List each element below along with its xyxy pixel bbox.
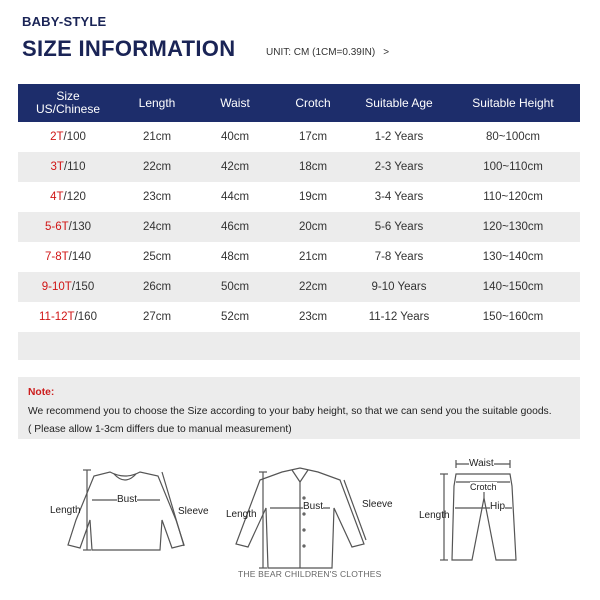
page-title: SIZE INFORMATION bbox=[22, 36, 236, 61]
cell-length: 24cm bbox=[142, 221, 172, 233]
cell-length: 26cm bbox=[142, 281, 172, 293]
cell-length: 27cm bbox=[142, 311, 172, 323]
cell-size bbox=[18, 311, 118, 323]
cell-size bbox=[18, 221, 118, 233]
header-waist: Waist bbox=[220, 95, 250, 110]
cell-crotch: 19cm bbox=[298, 191, 328, 203]
cell-age: 1-2 Years bbox=[374, 131, 424, 143]
table-row bbox=[18, 122, 580, 152]
cell-crotch: 21cm bbox=[298, 251, 328, 263]
table-row bbox=[18, 302, 580, 332]
cell-length: 21cm bbox=[142, 131, 172, 143]
unit-info bbox=[266, 47, 389, 58]
size-us: 2T bbox=[50, 131, 64, 143]
tshirt-illustration bbox=[68, 470, 184, 550]
size-cn: /110 bbox=[63, 161, 86, 173]
tshirt-length-label: Length bbox=[50, 505, 81, 516]
header-crotch: Crotch bbox=[295, 95, 331, 110]
cell-height: 110~120cm bbox=[483, 191, 543, 203]
cell-crotch: 22cm bbox=[298, 281, 328, 293]
tshirt-sleeve-label: Sleeve bbox=[178, 506, 209, 517]
pants-crotch-label: Crotch bbox=[470, 482, 497, 492]
cell-height: 150~160cm bbox=[482, 311, 544, 323]
size-us: 5-6T bbox=[44, 221, 69, 233]
table-row bbox=[18, 152, 580, 182]
table-row-empty bbox=[18, 332, 580, 360]
cell-size bbox=[18, 281, 118, 293]
cell-waist: 40cm bbox=[220, 131, 250, 143]
size-cn: /150 bbox=[71, 281, 95, 293]
unit-text: UNIT: CM (1CM=0.39IN) bbox=[266, 47, 376, 58]
table-row bbox=[18, 272, 580, 302]
note-box bbox=[18, 377, 580, 439]
cell-height: 120~130cm bbox=[482, 221, 544, 233]
shirt-sleeve-label: Sleeve bbox=[362, 499, 393, 510]
cell-crotch: 17cm bbox=[298, 131, 328, 143]
cell-height: 130~140cm bbox=[482, 251, 544, 263]
pants-hip-label: Hip bbox=[490, 501, 506, 512]
table-header bbox=[18, 84, 580, 122]
cell-waist: 42cm bbox=[220, 161, 250, 173]
shirt-length-label: Length bbox=[226, 509, 257, 520]
cell-size bbox=[18, 161, 118, 173]
credit-text: THE BEAR CHILDREN'S CLOTHES bbox=[238, 569, 382, 579]
cell-size bbox=[18, 251, 118, 263]
note-line-1: We recommend you to choose the Size according to your baby height, so that we can send you the suitable goods. bbox=[28, 406, 552, 417]
table-row bbox=[18, 212, 580, 242]
size-cn: /160 bbox=[74, 311, 97, 323]
chevron-right-icon: > bbox=[383, 47, 390, 58]
size-us: 3T bbox=[50, 161, 64, 173]
brand-label: BABY-STYLE bbox=[22, 14, 107, 29]
pants-length-label: Length bbox=[419, 510, 450, 521]
cell-length: 25cm bbox=[142, 251, 172, 263]
size-table bbox=[18, 84, 580, 360]
header-size-line1: Size bbox=[56, 89, 80, 103]
cell-age: 7-8 Years bbox=[374, 251, 424, 263]
size-us: 7-8T bbox=[44, 251, 69, 263]
cell-size bbox=[18, 191, 118, 203]
table-row bbox=[18, 182, 580, 212]
size-us: 9-10T bbox=[41, 281, 72, 293]
cell-waist: 44cm bbox=[220, 191, 250, 203]
cell-waist: 52cm bbox=[220, 311, 250, 323]
header-size-line2: US/Chinese bbox=[35, 102, 101, 116]
cell-height: 100~110cm bbox=[483, 161, 543, 173]
size-cn: /130 bbox=[68, 221, 92, 233]
cell-size bbox=[18, 131, 118, 143]
cell-age: 9-10 Years bbox=[371, 281, 427, 293]
shirt-bust-label: Bust bbox=[303, 501, 324, 512]
cell-length: 22cm bbox=[142, 161, 172, 173]
cell-crotch: 20cm bbox=[298, 221, 328, 233]
cell-age: 5-6 Years bbox=[374, 221, 424, 233]
tshirt-bust-label: Bust bbox=[117, 494, 138, 505]
pants-waist-label: Waist bbox=[469, 458, 494, 469]
header-height: Suitable Height bbox=[472, 95, 554, 110]
cell-age: 3-4 Years bbox=[374, 191, 424, 203]
cell-age: 11-12 Years bbox=[368, 311, 430, 323]
size-cn: /140 bbox=[68, 251, 92, 263]
cell-waist: 48cm bbox=[220, 251, 250, 263]
cell-age: 2-3 Years bbox=[374, 161, 424, 173]
cell-waist: 50cm bbox=[220, 281, 250, 293]
cell-waist: 46cm bbox=[220, 221, 250, 233]
size-us: 4T bbox=[50, 191, 64, 203]
header-age: Suitable Age bbox=[365, 95, 433, 110]
note-label: Note: bbox=[28, 387, 55, 398]
size-us: 11-12T bbox=[39, 311, 75, 323]
cell-height: 140~150cm bbox=[482, 281, 544, 293]
size-cn: /100 bbox=[63, 131, 86, 143]
header-length: Length bbox=[138, 95, 176, 110]
cell-crotch: 18cm bbox=[298, 161, 328, 173]
size-cn: /120 bbox=[63, 191, 86, 203]
note-line-2: ( Please allow 1-3cm differs due to manual measurement) bbox=[28, 424, 292, 435]
cell-crotch: 23cm bbox=[298, 311, 328, 323]
cell-length: 23cm bbox=[142, 191, 172, 203]
cell-height: 80~100cm bbox=[485, 131, 541, 143]
table-row bbox=[18, 242, 580, 272]
header-size bbox=[18, 90, 118, 116]
